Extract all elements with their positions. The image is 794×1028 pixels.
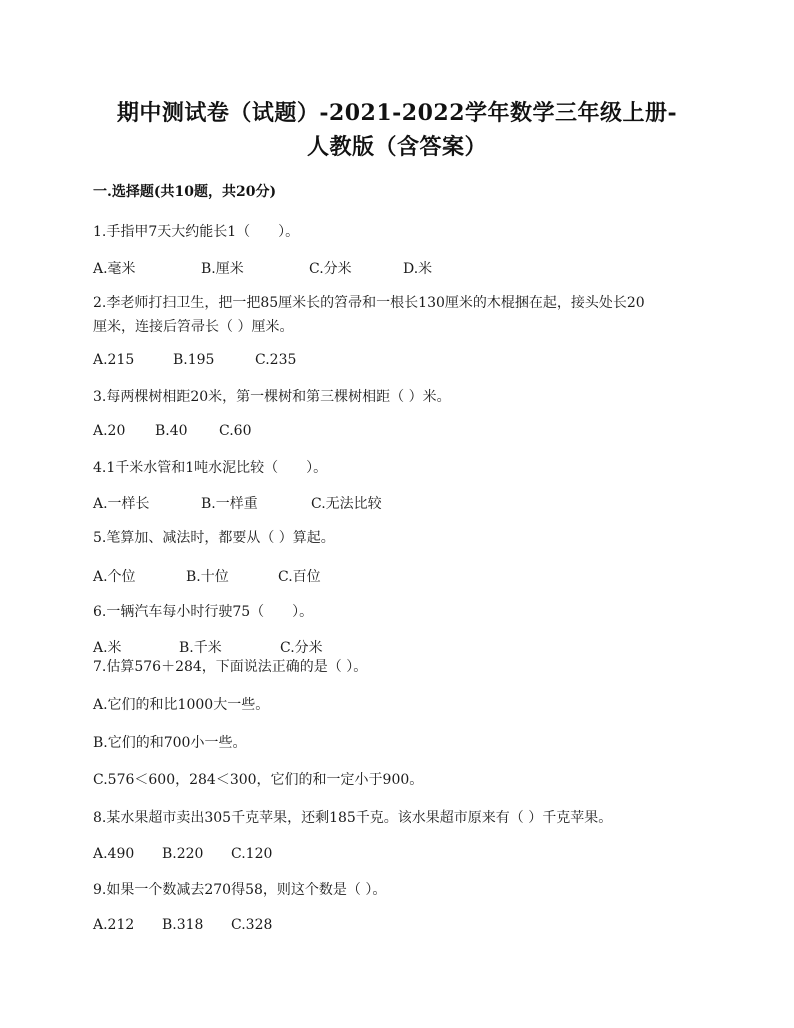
question-7: 7.估算576＋284，下面说法正确的是（ ）。 [93, 659, 368, 675]
question-6-options [93, 637, 323, 657]
question-5-options [93, 566, 321, 586]
question-2-line-1: 2.李老师打扫卫生，把一把85厘米长的笤帚和一根长130厘米的木棍捆在起，接头处长20 [93, 295, 645, 311]
option-c: C.60 [219, 423, 252, 439]
option-b: B.318 [162, 917, 204, 933]
option-b: B.一样重 [201, 496, 258, 512]
option-c: C.235 [255, 352, 297, 368]
question-9-options [93, 917, 272, 933]
question-8-options [93, 846, 272, 862]
question-3: 3.每两棵树相距20米，第一棵树和第三棵树相距（ ）米。 [93, 389, 451, 405]
option-a: A.20 [93, 423, 126, 439]
question-9: 9.如果一个数减去270得58，则这个数是（ ）。 [93, 882, 387, 898]
question-3-options [93, 423, 251, 439]
option-b: B.195 [173, 352, 215, 368]
option-c: C.分米 [280, 640, 323, 656]
option-c: C.无法比较 [311, 496, 382, 512]
option-a: A.212 [93, 917, 135, 933]
option-a: A.个位 [93, 569, 136, 585]
option-a: A.米 [93, 640, 122, 656]
question-5: 5.笔算加、减法时，都要从（ ）算起。 [93, 530, 335, 546]
question-7-option-a: A.它们的和比1000大一些。 [93, 697, 270, 713]
document-title-line-2: 人教版（含答案） [306, 134, 487, 160]
option-a: A.490 [93, 846, 135, 862]
question-8: 8.某水果超市卖出305千克苹果，还剩185千克。该水果超市原来有（ ）千克苹果。 [93, 810, 613, 826]
question-7-option-c: C.576＜600，284＜300，它们的和一定小于900。 [93, 772, 424, 788]
question-1: 1.手指甲7天大约能长1（ ）。 [93, 224, 300, 240]
question-7-option-b: B.它们的和700小一些。 [93, 735, 247, 751]
option-a: A.毫米 [93, 261, 136, 277]
document-title-line-1: 期中测试卷（试题）-2021-2022学年数学三年级上册- [116, 100, 678, 126]
question-2-line-2: 厘米，连接后笤帚长（ ）厘米。 [93, 319, 294, 335]
option-c: C.分米 [309, 261, 352, 277]
option-d: D.米 [403, 261, 433, 277]
question-4-options [93, 493, 382, 513]
section-heading: 一.选择题(共10题，共20分) [93, 184, 277, 200]
option-b: B.220 [162, 846, 204, 862]
option-b: B.厘米 [201, 261, 244, 277]
option-a: A.215 [93, 352, 135, 368]
option-b: B.千米 [179, 640, 222, 656]
option-b: B.40 [155, 423, 188, 439]
option-c: C.328 [231, 917, 273, 933]
option-a: A.一样长 [93, 496, 150, 512]
question-4: 4.1千米水管和1吨水泥比较（ ）。 [93, 460, 328, 476]
question-6: 6.一辆汽车每小时行驶75（ ）。 [93, 604, 314, 620]
option-c: C.120 [231, 846, 273, 862]
option-c: C.百位 [278, 569, 321, 585]
option-b: B.十位 [186, 569, 229, 585]
question-1-options [93, 258, 432, 278]
question-2-options [93, 352, 296, 368]
